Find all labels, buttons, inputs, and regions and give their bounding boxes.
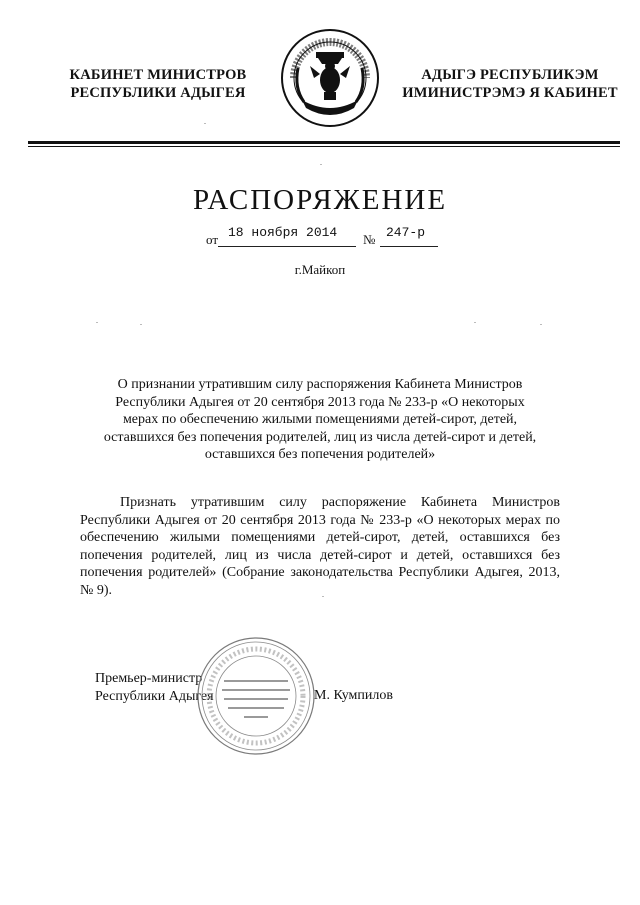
scan-speck (96, 322, 98, 323)
number-underline (380, 246, 438, 247)
number-label: № (363, 232, 376, 247)
header-divider-thin (28, 146, 620, 147)
header-left (58, 66, 258, 102)
date-label: от (206, 232, 219, 247)
header-left-line1: КАБИНЕТ МИНИСТРОВ (69, 67, 247, 83)
scan-speck (540, 324, 542, 325)
subject-line: мерах по обеспечению жилыми помещениями детей-сирот, детей, (122, 412, 518, 427)
office-stamp-icon (194, 634, 318, 758)
scan-speck (474, 322, 476, 323)
subject-line: О признании утратившим силу распоряжения Кабинета Министров (117, 377, 523, 392)
document-title: РАСПОРЯЖЕНИЕ (192, 184, 448, 216)
header-left-line2: РЕСПУБЛИКИ АДЫГЕЯ (70, 85, 246, 101)
date-underline (218, 246, 356, 247)
position-line1: Премьер-министр (95, 671, 203, 686)
scan-speck (320, 164, 322, 165)
header-divider-thick (28, 141, 620, 144)
document-subject (80, 376, 560, 464)
header-right-line2: ИМИНИСТРЭМЭ Я КАБИНЕТ (402, 85, 618, 101)
document-date: 18 ноября 2014 (228, 225, 338, 240)
city: г.Майкоп (294, 262, 346, 277)
subject-line: оставшихся без попечения родителей, лиц из числа детей-сирот и детей, (103, 429, 537, 445)
scan-speck (140, 324, 142, 325)
body-paragraph: Признать утратившим силу распоряжение Кабинета Министров Республики Адыгея от 20 сентября 2013 года № 233-р «О некоторых мерах по обеспечению жилыми помещениями детей-сирот, детей, оставшихся без попечения родителей, лиц из числа детей-сирот и детей, оставшихся без попечения родителей» (Собрание законодательства Республики Адыгея, 2013, № 9). (80, 495, 560, 598)
header-right (392, 66, 628, 102)
signatory-name: М. Кумпилов (314, 688, 393, 703)
subject-line: Республики Адыгея от 20 сентября 2013 года № 233-р «О некоторых (115, 394, 525, 410)
scan-speck (322, 596, 324, 597)
subject-line: оставшихся без попечения родителей» (204, 447, 436, 462)
coat-of-arms-icon (280, 28, 380, 128)
document-number: 247-р (386, 225, 426, 240)
header-right-line1: АДЫГЭ РЕСПУБЛИКЭМ (421, 67, 599, 83)
scan-speck (204, 123, 206, 124)
position-line2: Республики Адыгея (95, 688, 214, 704)
